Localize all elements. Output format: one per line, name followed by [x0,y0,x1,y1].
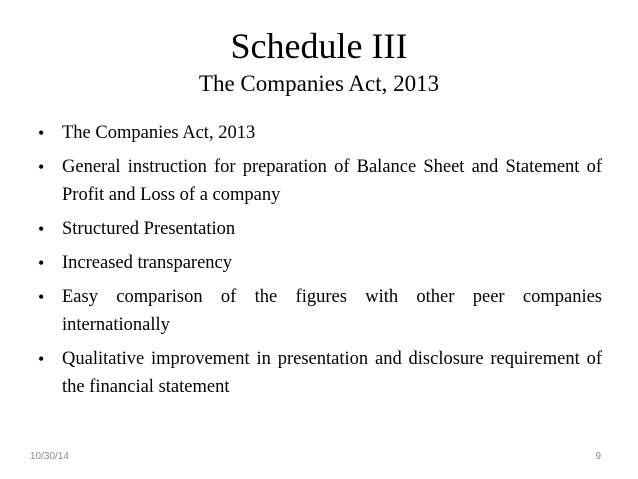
bullet-icon: • [38,157,45,177]
bullet-item [38,215,602,243]
bullet-text: Qualitative improvement in presentation and disclosure requirement of the financial statement [62,349,602,397]
bullet-icon: • [38,253,45,273]
bullet-item [38,283,602,339]
bullet-item [38,153,602,209]
bullet-item [38,345,602,401]
bullet-item [38,119,602,147]
slide-subtitle: The Companies Act, 2013 [198,71,440,96]
bullet-icon: • [38,219,45,239]
bullet-icon: • [38,349,45,369]
bullet-icon: • [38,123,45,143]
bullet-text: The Companies Act, 2013 [62,123,256,143]
bullet-text: Structured Presentation [62,219,236,239]
bullet-list [38,119,602,407]
footer-page-number: 9 [595,451,601,462]
bullet-icon: • [38,287,45,307]
slide-title: Schedule III [230,26,408,66]
bullet-text: Easy comparison of the figures with other peer companies internationally [62,287,602,335]
bullet-text: Increased transparency [62,253,232,273]
footer-date: 10/30/14 [30,451,69,462]
bullet-item [38,249,602,277]
bullet-text: General instruction for preparation of Balance Sheet and Statement of Profit and Loss of a company [62,157,602,205]
